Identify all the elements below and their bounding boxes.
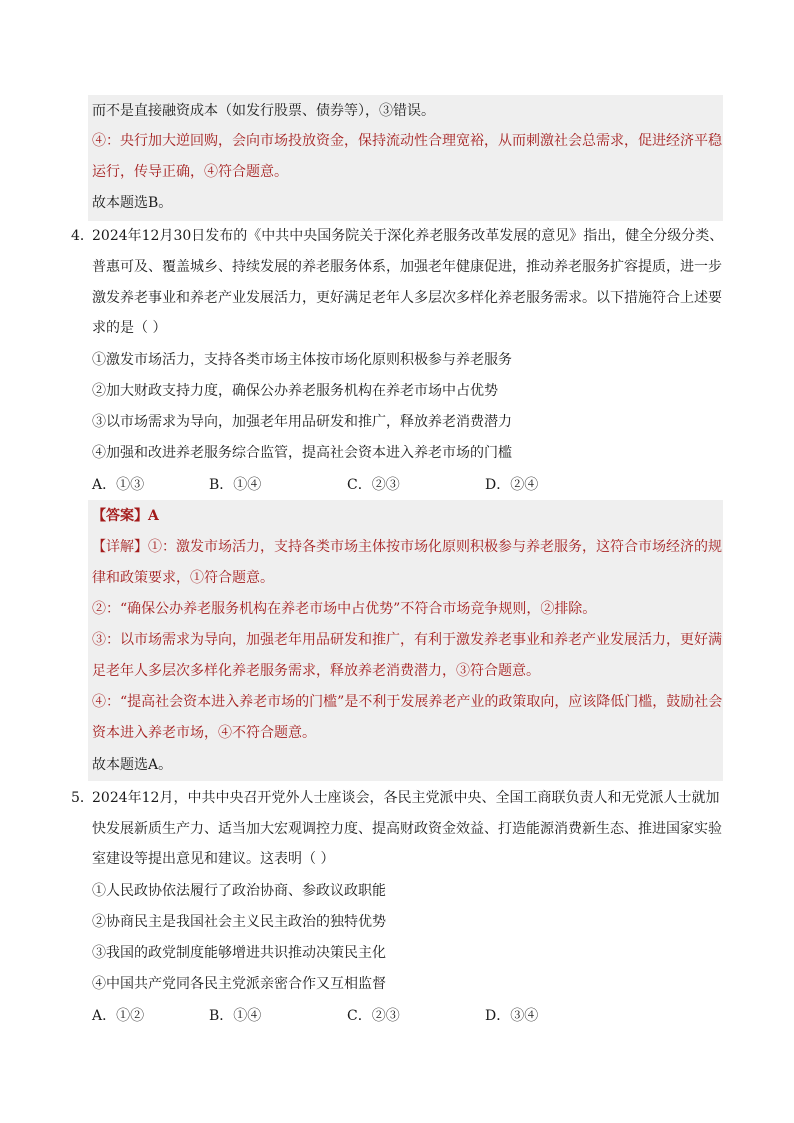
statement-item: ④中国共产党同各民主党派亲密合作又互相监督 — [92, 976, 386, 992]
answer-conclusion: 故本题选B。 — [92, 195, 173, 211]
answer-line: ④：央行加大逆回购，会向市场投放资金，保持流动性合理宽裕，从而刺激社会总需求，促进经济平稳 — [92, 133, 722, 149]
option-c: C．②③ — [347, 477, 400, 493]
statement-item: ②加大财政支持力度，确保公办养老服务机构在养老市场中占优势 — [92, 383, 498, 399]
statement-item: ①人民政协依法履行了政治协商、参政议政职能 — [92, 883, 386, 899]
option-c: C．②③ — [347, 1008, 400, 1024]
detail-line: ④：“提高社会资本进入养老市场的门槛”是不利于发展养老产业的政策取向，应该降低门槛，鼓励社会 — [92, 694, 723, 710]
detail-line: 【详解】①：激发市场活力，支持各类市场主体按市场化原则积极参与养老服务，这符合市场经济的规 — [92, 539, 722, 555]
detail-line: ③：以市场需求为导向，加强老年用品研发和推广，有利于激发养老事业和养老产业发展活力，更好满 — [92, 632, 722, 648]
statement-item: ④加强和改进养老服务综合监管，提高社会资本进入养老市场的门槛 — [92, 445, 512, 461]
detail-line: 资本进入养老市场，④不符合题意。 — [92, 725, 316, 741]
option-d: D．③④ — [485, 1008, 539, 1024]
question-number: 5． — [71, 790, 94, 806]
question-stem: 室建设等提出意见和建议。这表明（ ） — [92, 851, 335, 867]
option-a: A．①② — [92, 1008, 145, 1024]
detail-line: 律和政策要求，①符合题意。 — [92, 570, 274, 586]
question-stem: 2024年12月30日发布的《中共中央国务院关于深化养老服务改革发展的意见》指出，健全分级分类、 — [92, 228, 724, 244]
option-b: B．①④ — [209, 477, 262, 493]
question-stem: 快发展新质生产力、适当加大宏观调控力度、提高财政资金效益、打造能源消费新生态、推进国家实验 — [92, 821, 722, 837]
answer-line: 运行，传导正确，④符合题意。 — [92, 164, 288, 180]
question-stem: 普惠可及、覆盖城乡、持续发展的养老服务体系，加强老年健康促进，推动养老服务扩容提质，进一步 — [92, 259, 722, 275]
question-number: 4． — [71, 228, 94, 244]
detail-line: ②：“确保公办养老服务机构在养老市场中占优势”不符合市场竞争规则，②排除。 — [92, 601, 597, 617]
option-b: B．①④ — [209, 1008, 262, 1024]
question-stem: 求的是（ ） — [92, 320, 167, 336]
option-a: A．①③ — [92, 477, 145, 493]
statement-item: ①激发市场活力，支持各类市场主体按市场化原则积极参与养老服务 — [92, 352, 512, 368]
answer-conclusion: 故本题选A。 — [92, 757, 173, 773]
statement-item: ③我国的政党制度能够增进共识推动决策民主化 — [92, 945, 386, 961]
answer-label: 【答案】A — [92, 508, 159, 524]
answer-line: 而不是直接融资成本（如发行股票、债券等），③错误。 — [92, 103, 435, 119]
detail-line: 足老年人多层次多样化养老服务需求，释放养老消费潜力，③符合题意。 — [92, 663, 540, 679]
statement-item: ③以市场需求为导向，加强老年用品研发和推广，释放养老消费潜力 — [92, 414, 512, 430]
option-d: D．②④ — [485, 477, 539, 493]
statement-item: ②协商民主是我国社会主义民主政治的独特优势 — [92, 914, 386, 930]
question-stem: 激发养老事业和养老产业发展活力，更好满足老年人多层次多样化养老服务需求。以下措施符合上述要 — [92, 290, 722, 306]
question-stem: 2024年12月，中共中央召开党外人士座谈会，各民主党派中央、全国工商联负责人和无党派人士就加 — [92, 790, 720, 806]
